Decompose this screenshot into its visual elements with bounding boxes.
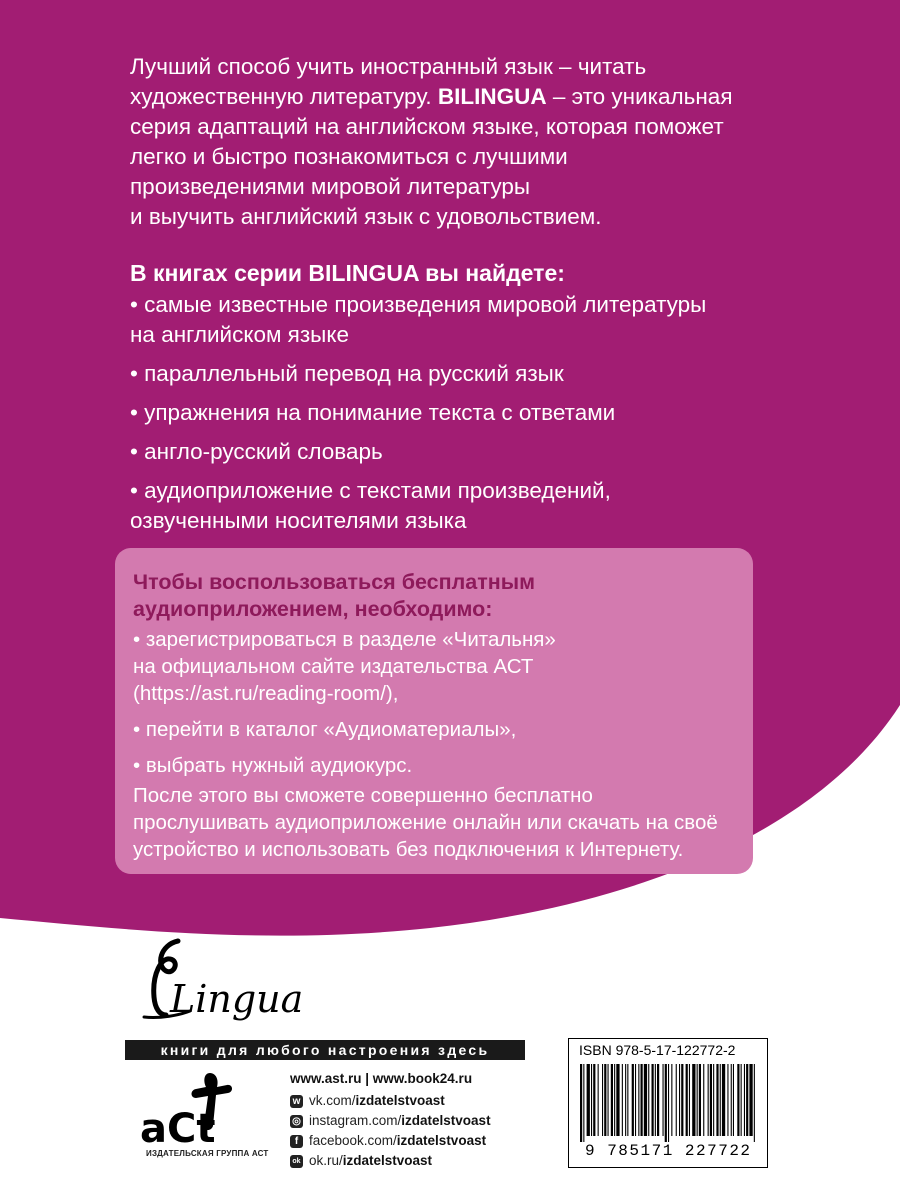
barcode-bar bbox=[749, 1064, 752, 1136]
barcode-bar bbox=[648, 1064, 649, 1136]
social-link-ok[interactable]: ok ok.ru/ izdatelstvoast bbox=[290, 1152, 540, 1170]
barcode-bar bbox=[699, 1064, 701, 1136]
lingua-logo bbox=[130, 935, 304, 1025]
lingua-logo-text: Lingua bbox=[170, 977, 304, 1021]
audio-outro: После этого вы сможете совершенно бесплатно прослушивать аудиоприложение онлайн или скачать на своё устройство и использовать без подключения к Интернету. bbox=[133, 784, 718, 861]
barcode-bar bbox=[608, 1064, 609, 1136]
barcode-bar bbox=[676, 1064, 677, 1136]
barcode-bar bbox=[720, 1064, 721, 1136]
barcode-bar bbox=[635, 1064, 636, 1136]
barcode-number: 9 785171 227722 bbox=[585, 1142, 752, 1160]
isbn-label: ISBN 978-5-17-122772-2 bbox=[579, 1042, 736, 1058]
barcode-bar bbox=[644, 1064, 647, 1136]
barcode-bar bbox=[668, 1064, 669, 1142]
ast-caption: ИЗДАТЕЛЬСКАЯ ГРУППА АСТ bbox=[146, 1149, 269, 1158]
barcode-bar bbox=[598, 1064, 599, 1136]
barcode-bar bbox=[652, 1064, 654, 1136]
ast-logo bbox=[130, 1065, 290, 1165]
barcode-bar bbox=[580, 1064, 582, 1142]
feature-item: • англо-русский словарь bbox=[130, 439, 383, 464]
audio-heading: Чтобы воспользоваться бесплатным аудиоприложением, необходимо: bbox=[133, 570, 535, 621]
barcode-bar bbox=[737, 1064, 739, 1136]
barcode-bar bbox=[710, 1064, 712, 1136]
barcode-bar bbox=[679, 1064, 680, 1136]
features-heading: В книгах серии BILINGUA вы найдете: bbox=[130, 260, 565, 286]
audio-step: • зарегистрироваться в разделе «Читальня» на официальном сайте издательства АСТ (https://ast.ru/reading-room/), bbox=[133, 628, 556, 705]
barcode-bar bbox=[754, 1064, 755, 1142]
barcode-bar bbox=[616, 1064, 619, 1136]
barcode-bar bbox=[716, 1064, 718, 1136]
audio-step: • перейти в каталог «Аудиоматериалы», bbox=[133, 718, 517, 741]
barcode-panel bbox=[568, 1038, 768, 1168]
barcode-bar bbox=[657, 1064, 659, 1136]
vk-icon: w bbox=[290, 1095, 303, 1108]
barcode-bar bbox=[703, 1064, 704, 1136]
audio-steps-list bbox=[133, 626, 743, 788]
ast-logo-text: aCt bbox=[140, 1106, 216, 1152]
barcode-bar bbox=[741, 1064, 742, 1136]
audio-info-box bbox=[115, 548, 753, 874]
barcode-bar bbox=[713, 1064, 714, 1136]
tagline-banner: книги для любого настроения здесь bbox=[125, 1040, 525, 1060]
intro-paragraph: Лучший способ учить иностранный язык – читать художественную литературу. BILINGUA – это уникальная серия адаптаций на английском языке, которая поможет легко и быстро познакомиться с лучшими произведениями мировой литературы и выучить английский язык с удовольствием. bbox=[130, 54, 733, 229]
series-name: BILINGUA bbox=[437, 84, 547, 109]
barcode-bar bbox=[604, 1064, 606, 1136]
feature-item: • параллельный перевод на русский язык bbox=[130, 361, 564, 386]
barcode-bar bbox=[697, 1064, 698, 1136]
facebook-icon: f bbox=[290, 1135, 303, 1148]
social-link-instagram[interactable]: ◎ instagram.com/ izdatelstvoast bbox=[290, 1112, 540, 1130]
feature-item: • аудиоприложение с текстами произведений, озвученными носителями языка bbox=[130, 478, 611, 533]
barcode-bar bbox=[727, 1064, 728, 1136]
barcode-bar bbox=[591, 1064, 592, 1136]
barcode-bar bbox=[663, 1064, 664, 1136]
barcode-bar bbox=[689, 1064, 690, 1136]
social-link-facebook[interactable]: f facebook.com/ izdatelstvoast bbox=[290, 1132, 540, 1150]
feature-item: • упражнения на понимание текста с ответами bbox=[130, 400, 616, 425]
barcode-bar bbox=[641, 1064, 643, 1136]
barcode-bar bbox=[733, 1064, 734, 1136]
barcode-bar bbox=[681, 1064, 683, 1136]
barcode-bar bbox=[587, 1064, 590, 1136]
instagram-icon: ◎ bbox=[290, 1115, 303, 1128]
feature-item: • самые известные произведения мировой литературы на английском языке bbox=[130, 292, 707, 347]
barcode-bar bbox=[671, 1064, 672, 1136]
barcode-bar bbox=[746, 1064, 748, 1136]
barcode-bar bbox=[744, 1064, 745, 1136]
barcode-bar bbox=[686, 1064, 688, 1136]
barcode-bar bbox=[602, 1064, 603, 1136]
ok-icon: ok bbox=[290, 1155, 303, 1168]
barcode-bar bbox=[632, 1064, 634, 1136]
barcode-bar bbox=[708, 1064, 709, 1136]
features-list bbox=[130, 290, 830, 545]
barcode-bar bbox=[731, 1064, 732, 1136]
barcode-bar bbox=[593, 1064, 595, 1136]
barcode-bar bbox=[692, 1064, 695, 1136]
barcode-bar bbox=[611, 1064, 613, 1136]
audio-step: • выбрать нужный аудиокурс. bbox=[133, 754, 413, 777]
barcode-bar bbox=[638, 1064, 639, 1136]
barcode-bar bbox=[583, 1064, 584, 1142]
publisher-links bbox=[290, 1070, 540, 1172]
website-links[interactable]: www.ast.ru | www.book24.ru bbox=[290, 1071, 473, 1086]
barcode-icon bbox=[576, 1064, 760, 1142]
barcode-bar bbox=[622, 1064, 623, 1136]
barcode-bar bbox=[625, 1064, 626, 1136]
barcode-bar bbox=[655, 1064, 656, 1136]
barcode-bar bbox=[614, 1064, 615, 1136]
barcode-bar bbox=[627, 1064, 628, 1136]
social-link-vk[interactable]: w vk.com/ izdatelstvoast bbox=[290, 1092, 540, 1110]
barcode-bar bbox=[722, 1064, 725, 1136]
barcode-bar bbox=[665, 1064, 667, 1142]
